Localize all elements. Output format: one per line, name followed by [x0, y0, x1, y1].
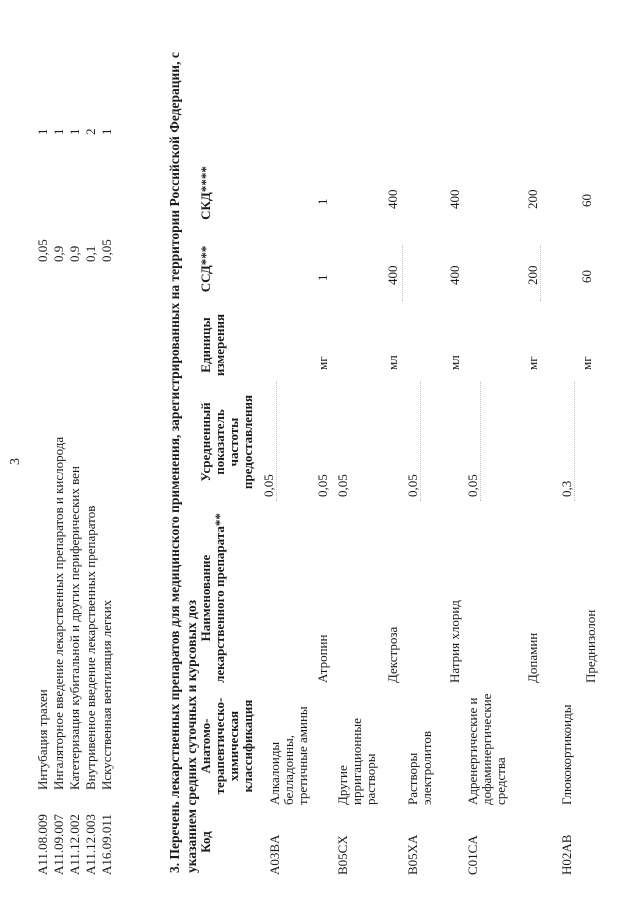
- service-code: A11.08.009: [35, 814, 50, 875]
- row-drug-name: Атропин: [315, 634, 330, 683]
- service-frequency: 0,05: [99, 239, 114, 262]
- row-code: H02AB: [559, 834, 574, 875]
- row-code: C01CA: [465, 835, 480, 875]
- row-ssd: 1: [315, 274, 330, 281]
- cell-dots: [480, 381, 481, 501]
- row-skd: 200: [525, 189, 540, 209]
- service-frequency: 0,9: [67, 245, 82, 262]
- row-code: A03BA: [267, 834, 282, 875]
- service-code: A11.12.003: [83, 814, 98, 875]
- cell-dots: [402, 245, 403, 301]
- cell-dots: [276, 381, 277, 501]
- row-atc: Другие ирригационные растворы: [335, 718, 378, 805]
- row-drug-name: Декстроза: [385, 626, 400, 683]
- row-code: B05CX: [335, 835, 350, 875]
- row-unit: мг: [525, 356, 540, 370]
- service-count: 1: [51, 128, 66, 135]
- row-atc: Алкалоиды белладонны, третичные амины: [267, 706, 310, 805]
- service-count: 2: [83, 128, 98, 135]
- row-skd: 1: [315, 198, 330, 205]
- row-atc: Растворы электролитов: [405, 730, 434, 805]
- row-drug-name: Допамин: [525, 632, 540, 683]
- service-count: 1: [67, 128, 82, 135]
- col-header-atc: Анатомо-терапевтическо-химическая классификация: [198, 697, 255, 795]
- page-number: 3: [8, 458, 23, 465]
- row-ssd: 400: [385, 265, 400, 285]
- row-drug-frequency: 0,05: [315, 474, 330, 497]
- row-skd: 60: [579, 194, 594, 207]
- cell-dots: [540, 245, 541, 301]
- section-heading: 3. Перечень лекарственных препаратов для медицинского применения, зарегистрированных на территории Российской Федерации, с указанием средних суточных и курсовых доз: [167, 52, 199, 873]
- service-frequency: 0,05: [35, 239, 50, 262]
- service-code: A11.12.002: [67, 814, 82, 875]
- col-header-code: Код: [198, 831, 213, 853]
- service-frequency: 0,9: [51, 245, 66, 262]
- service-count: 1: [35, 128, 50, 135]
- row-group-frequency: 0,05: [465, 474, 480, 497]
- service-code: A11.09.007: [51, 814, 66, 875]
- service-name: Ингаляторное введение лекарственных препаратов и кислорода: [51, 436, 66, 790]
- service-name: Интубация трахеи: [35, 689, 50, 790]
- row-ssd: 60: [579, 270, 594, 283]
- row-ssd: 200: [525, 265, 540, 285]
- row-code: B05XA: [405, 834, 420, 875]
- row-group-frequency: 0,3: [559, 480, 574, 497]
- col-header-unit: Единицы измерения: [198, 313, 227, 377]
- row-unit: мл: [447, 355, 462, 370]
- col-header-skd: СКД****: [198, 166, 213, 220]
- row-drug-name: Преднизолон: [583, 609, 598, 683]
- row-atc: Глюкокортикоиды: [559, 704, 574, 805]
- row-unit: мл: [385, 355, 400, 370]
- row-unit: мг: [315, 356, 330, 370]
- service-name: Внутривенное введение лекарственных препаратов: [83, 505, 98, 790]
- row-ssd: 400: [447, 265, 462, 285]
- service-code: A16.09.011: [99, 814, 114, 875]
- row-atc: Адренергические и дофаминергические средства: [465, 693, 508, 805]
- service-name: Искусственная вентиляция легких: [99, 599, 114, 790]
- service-name: Катетеризация кубитальной и других периферических вен: [67, 466, 82, 790]
- row-group-frequency: 0,05: [335, 474, 350, 497]
- row-drug-name: Натрия хлорид: [447, 600, 462, 683]
- row-group-frequency: 0,05: [261, 474, 276, 497]
- col-header-ssd: ССД***: [198, 245, 213, 293]
- row-skd: 400: [385, 189, 400, 209]
- row-group-frequency: 0,05: [405, 474, 420, 497]
- col-header-frequency: Усредненный показатель частоты предоставления: [198, 394, 255, 490]
- row-unit: мг: [579, 356, 594, 370]
- service-count: 1: [99, 128, 114, 135]
- cell-dots: [420, 381, 421, 501]
- col-header-drug: Наименование лекарственного препарата**: [198, 513, 227, 683]
- service-frequency: 0,1: [83, 245, 98, 262]
- cell-dots: [574, 381, 575, 501]
- row-skd: 400: [447, 189, 462, 209]
